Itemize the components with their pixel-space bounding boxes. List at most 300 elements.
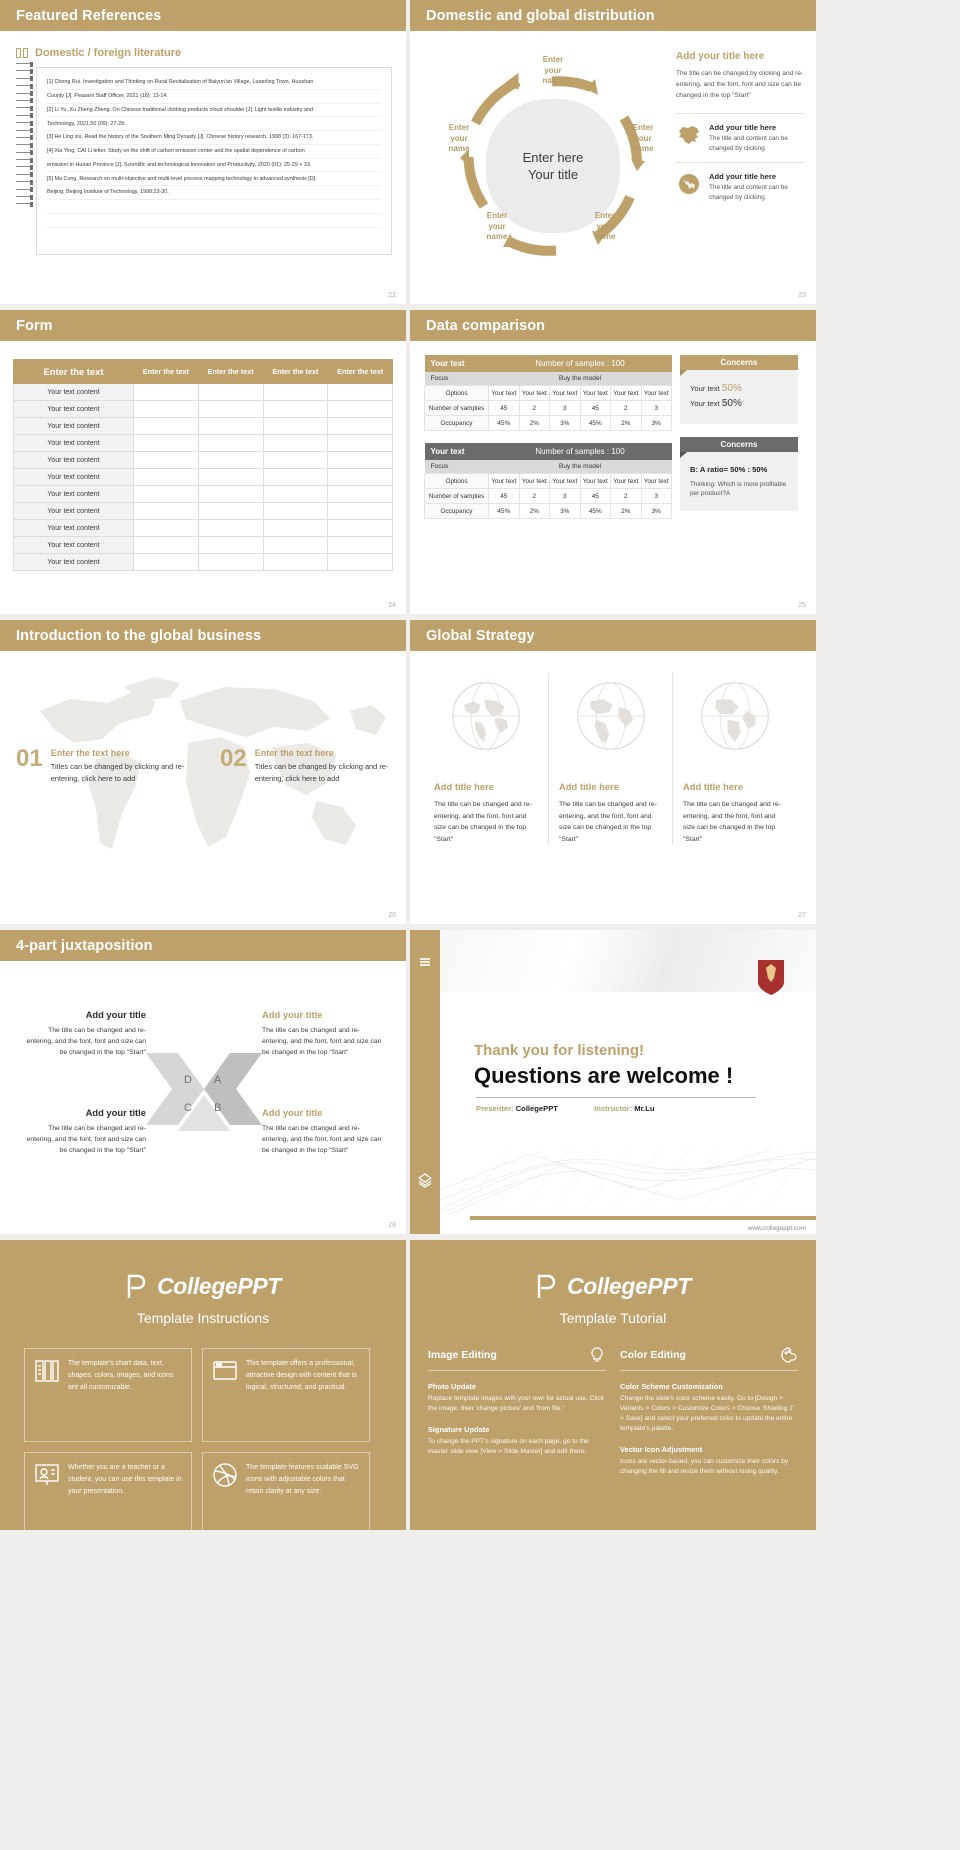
cell[interactable] xyxy=(134,537,199,554)
cell-occupancy: 45% xyxy=(580,416,611,431)
table-row[interactable] xyxy=(14,452,393,469)
cell[interactable] xyxy=(198,503,263,520)
table-header-row xyxy=(425,443,672,460)
cell[interactable] xyxy=(134,418,199,435)
tutorial-block xyxy=(428,1382,606,1414)
side-panel-body: The title can be changed by clicking and re-entering, and the font, font and size can be changed in the top "Start" xyxy=(676,70,804,99)
distribution-item-body: The title and content can be changed by clicking xyxy=(709,135,788,152)
cell-sample: 2 xyxy=(611,489,642,504)
cell[interactable] xyxy=(263,486,328,503)
quadrant-bottom-left[interactable] xyxy=(22,1107,146,1156)
strategy-column[interactable] xyxy=(424,673,548,845)
slide-title-bar xyxy=(410,0,816,31)
questions-headline: Questions are welcome ! xyxy=(474,1063,734,1088)
table-subheader-row xyxy=(425,372,672,386)
cell-option: Your text xyxy=(580,386,611,401)
sub-left: Focus xyxy=(425,460,489,474)
instruction-card-text: Whether you are a teacher or a student, you can use this template in your presentation. xyxy=(68,1464,182,1495)
distribution-side-panel xyxy=(676,51,804,211)
quadrant-heading: Add your title xyxy=(262,1107,323,1118)
cell[interactable] xyxy=(134,452,199,469)
cell-occupancy: 3% xyxy=(641,504,672,519)
quadrant-heading: Add your title xyxy=(262,1009,323,1020)
cell-sample: 45 xyxy=(489,489,520,504)
slide-global-strategy[interactable] xyxy=(410,620,816,924)
promo-subtitle: Template Tutorial xyxy=(559,1310,667,1326)
slide-title: Data comparison xyxy=(426,317,546,334)
cell-option: Your text xyxy=(550,474,581,489)
cell-label: Your text content xyxy=(14,384,134,401)
slide-title: Featured References xyxy=(16,7,162,24)
quadrant-bottom-right[interactable] xyxy=(262,1107,386,1156)
cell[interactable] xyxy=(328,401,393,418)
concerns-box-dark xyxy=(680,437,798,511)
world-map-icon xyxy=(0,651,406,924)
tutorial-block-title: Vector Icon Adjustment xyxy=(620,1445,703,1454)
table-row[interactable] xyxy=(14,503,393,520)
tutorial-block-body: To change the PPT's signature on each page, go to the master slide view [View > Slide Master] and edit there. xyxy=(428,1438,589,1455)
cell-label: Your text content xyxy=(14,554,134,571)
concerns-column xyxy=(680,355,798,531)
table-subheader-row xyxy=(425,460,672,474)
section-label: Domestic / foreign literature xyxy=(35,47,182,59)
node-label-left-top: Enter your name xyxy=(448,123,470,153)
cell[interactable] xyxy=(328,520,393,537)
globe-icon xyxy=(449,679,523,753)
cell-option: Your text xyxy=(519,386,550,401)
references-panel-wrap xyxy=(36,67,392,255)
quadrant-top-right[interactable] xyxy=(262,1009,386,1058)
concerns-box-gold xyxy=(680,355,798,424)
reference-line-blank xyxy=(47,214,381,228)
tutorial-block-body: Icons are vector-based; you can customize their colors by changing the fill and resize them without losing quality. xyxy=(620,1458,789,1475)
table-header-row xyxy=(425,355,672,372)
strategy-column[interactable] xyxy=(548,673,672,845)
strategy-heading: Add title here xyxy=(683,781,743,792)
strategy-heading: Add title here xyxy=(434,781,494,792)
slide-thank-you[interactable] xyxy=(410,930,816,1234)
distribution-item-body: The title and content can be changed by clicking xyxy=(709,184,788,201)
row-label: Occupancy xyxy=(425,504,489,519)
strategy-body: The title can be changed and re-entering, and the font, font and size can be changed in the top "Start" xyxy=(683,801,781,843)
table-row[interactable] xyxy=(14,435,393,452)
intro-item-number: 02 xyxy=(220,745,247,772)
cell[interactable] xyxy=(328,418,393,435)
cell-label: Your text content xyxy=(14,520,134,537)
presenter-name: CollegePPT xyxy=(515,1104,558,1113)
cell[interactable] xyxy=(134,435,199,452)
cell-option: Your text xyxy=(489,474,520,489)
cell-sample: 3 xyxy=(550,489,581,504)
wireframe-decoration xyxy=(440,1140,816,1214)
reference-line: emission in Hunan Province [J]. Scientific and technological Innovation and Productivity, 2020 (01): 25-29 + 33. xyxy=(47,159,381,173)
cell-option: Your text xyxy=(519,474,550,489)
cell[interactable] xyxy=(328,503,393,520)
cell[interactable] xyxy=(263,537,328,554)
comparison-table-dark xyxy=(424,443,672,519)
strategy-body: The title can be changed and re-entering, and the font, font and size can be changed in the top "Start" xyxy=(434,801,532,843)
cell[interactable] xyxy=(134,469,199,486)
references-panel xyxy=(36,67,392,255)
center-line-2: Your title xyxy=(527,167,579,182)
cell[interactable] xyxy=(134,503,199,520)
cell[interactable] xyxy=(198,435,263,452)
row-label: Number of samples xyxy=(425,489,489,504)
reference-line-blank xyxy=(47,200,381,214)
globe-wrap xyxy=(683,673,786,759)
tutorial-block xyxy=(620,1445,798,1477)
cell[interactable] xyxy=(198,537,263,554)
section-header xyxy=(16,47,392,59)
cell[interactable] xyxy=(198,401,263,418)
quadrant-body: The title can be changed and re-entering, and the font, font and size can be changed in the top "Start" xyxy=(26,1125,146,1154)
row-label: Number of samples xyxy=(425,401,489,416)
slide-data-comparison[interactable] xyxy=(410,310,816,614)
table-header-row xyxy=(14,360,393,384)
cell-label: Your text content xyxy=(14,435,134,452)
cell-option: Your text xyxy=(641,474,672,489)
cell-occupancy: 2% xyxy=(519,504,550,519)
data-comparison-body xyxy=(410,341,816,531)
cell[interactable] xyxy=(263,554,328,571)
globe-icon xyxy=(698,679,772,753)
cell[interactable] xyxy=(134,401,199,418)
page-number: 23 xyxy=(798,292,806,299)
instructor-label: Instructor: xyxy=(594,1104,633,1113)
svg-text:A: A xyxy=(214,1074,222,1086)
presenter-meta xyxy=(476,1104,655,1113)
tutorial-block xyxy=(620,1382,798,1434)
collegeppt-logo-icon xyxy=(535,1272,559,1300)
globe-icon xyxy=(574,679,648,753)
concerns-ratio-text: B: A ratio= 50% : 50% xyxy=(690,465,768,474)
cell[interactable] xyxy=(328,537,393,554)
instruction-card-text: The template features scalable SVG icons with adjustable colors that retain clarity at any size. xyxy=(246,1464,359,1495)
tutorial-block-body: Replace template images with your own for actual use. Click the image, then 'change picture' and 'from file.' xyxy=(428,1395,604,1412)
concerns-line-1-label: Your text xyxy=(690,384,720,393)
reference-line: Technology, 2021,50 (09): 27-28. xyxy=(47,117,381,131)
sub-right: Buy the model xyxy=(489,460,672,474)
cell[interactable] xyxy=(198,554,263,571)
circular-diagram xyxy=(448,55,658,271)
cell-sample: 45 xyxy=(580,401,611,416)
brand-name: CollegePPT xyxy=(157,1272,281,1299)
cell[interactable] xyxy=(328,435,393,452)
slide-title-bar xyxy=(0,620,406,651)
hamburger-menu-icon[interactable] xyxy=(417,954,433,970)
table-row-samples xyxy=(425,401,672,416)
cell-occupancy: 2% xyxy=(611,416,642,431)
cell-option: Your text xyxy=(489,386,520,401)
page-number: 28 xyxy=(388,1222,396,1229)
instructor-name: Mr.Lu xyxy=(634,1104,655,1113)
quadrant-top-left[interactable] xyxy=(22,1009,146,1058)
instruction-card-text: The template's chart data, text, shapes, colors, images, and icons are all customizable. xyxy=(68,1360,174,1391)
cell[interactable] xyxy=(198,469,263,486)
slide-domestic-global-distribution[interactable] xyxy=(410,0,816,304)
tutorial-block-title: Photo Update xyxy=(428,1382,477,1391)
promo-template-instructions xyxy=(0,1240,406,1530)
concerns-heading: Concerns xyxy=(680,437,798,452)
distribution-body xyxy=(410,31,816,304)
column-header: Enter the text xyxy=(198,360,263,384)
cell-option: Your text xyxy=(550,386,581,401)
row-label: Occupancy xyxy=(425,416,489,431)
intro-item[interactable] xyxy=(16,745,194,784)
cell-occupancy: 3% xyxy=(550,416,581,431)
slide-title: Domestic and global distribution xyxy=(426,7,655,24)
side-panel-heading: Add your title here xyxy=(676,51,765,62)
cell[interactable] xyxy=(263,401,328,418)
slide-four-part-juxtaposition[interactable] xyxy=(0,930,406,1234)
brand-logo xyxy=(0,1272,406,1300)
cell[interactable] xyxy=(263,503,328,520)
slide-title-bar xyxy=(410,620,816,651)
table-row-samples xyxy=(425,489,672,504)
slide-title: Introduction to the global business xyxy=(16,627,262,644)
intro-item-number: 01 xyxy=(16,745,43,772)
teacher-icon xyxy=(34,1462,60,1488)
cell[interactable] xyxy=(198,452,263,469)
slide-title-bar xyxy=(0,930,406,961)
page-number: 22 xyxy=(388,292,396,299)
quadrant-body: The title can be changed and re-entering, and the font, font and size can be changed in the top "Start" xyxy=(262,1027,382,1056)
table-row[interactable] xyxy=(14,418,393,435)
cell-label: Your text content xyxy=(14,452,134,469)
cell-option: Your text xyxy=(580,474,611,489)
world-map-background xyxy=(0,651,406,924)
slide-title-bar xyxy=(0,310,406,341)
tutorial-column-image-editing xyxy=(428,1346,606,1477)
concerns-body xyxy=(680,370,798,424)
slide-title: Form xyxy=(16,317,53,334)
table-row[interactable] xyxy=(14,384,393,401)
reference-line: County [J]. Peasant Staff Officer, 2021 (18): 13-14. xyxy=(47,90,381,104)
cell-occupancy: 2% xyxy=(519,416,550,431)
cell-label: Your text content xyxy=(14,503,134,520)
cell[interactable] xyxy=(328,384,393,401)
distribution-item-heading: Add your title here xyxy=(709,172,777,181)
reference-line: Beijing: Beijing Institute of Technology, 1998:23-30. xyxy=(47,186,381,200)
presenter-label: Presenter: xyxy=(476,1104,514,1113)
strategy-body: The title can be changed and re-entering, and the font, font and size can be changed in the top "Start" xyxy=(559,801,657,843)
cell-sample: 3 xyxy=(550,401,581,416)
cell[interactable] xyxy=(328,469,393,486)
divider xyxy=(476,1097,756,1098)
cell[interactable] xyxy=(198,520,263,537)
book-icon xyxy=(16,48,29,58)
intro-item-heading: Enter the text here xyxy=(50,748,130,758)
tutorial-column-header xyxy=(620,1346,798,1371)
instruction-card xyxy=(202,1452,370,1530)
cell-label: Your text content xyxy=(14,469,134,486)
cell-occupancy: 45% xyxy=(489,416,520,431)
slide-form[interactable] xyxy=(0,310,406,614)
quadrant-body: The title can be changed and re-entering, and the font, font and size can be changed in the top "Start" xyxy=(262,1125,382,1154)
cell-option: Your text xyxy=(611,386,642,401)
cell-occupancy: 2% xyxy=(611,504,642,519)
node-label-right-bottom: Enter your name xyxy=(594,211,616,241)
quadrant-heading: Add your title xyxy=(85,1107,146,1118)
page-number: 26 xyxy=(388,912,396,919)
cell[interactable] xyxy=(263,384,328,401)
column-header: Enter the text xyxy=(328,360,393,384)
references-body xyxy=(0,31,406,255)
cell[interactable] xyxy=(328,554,393,571)
slide-featured-references[interactable] xyxy=(0,0,406,304)
cell[interactable] xyxy=(328,486,393,503)
distribution-item[interactable] xyxy=(676,113,804,162)
instruction-card xyxy=(24,1348,192,1442)
strategy-columns xyxy=(410,651,816,845)
instruction-card-text: This template offers a professional, attractive design with content that is logical, structured, and practical. xyxy=(246,1360,357,1391)
wireframe-mesh-icon xyxy=(440,1140,816,1214)
slide-introduction-global-business[interactable] xyxy=(0,620,406,924)
cell[interactable] xyxy=(328,452,393,469)
table-row-occupancy xyxy=(425,504,672,519)
cell-occupancy: 45% xyxy=(489,504,520,519)
cell-option: Your text xyxy=(611,474,642,489)
intro-item-body: Titles can be changed by clicking and re-entering, click here to add xyxy=(50,762,185,783)
crest-logo-icon xyxy=(756,958,786,996)
cell[interactable] xyxy=(263,435,328,452)
strategy-column[interactable] xyxy=(672,673,796,845)
cell-label: Your text content xyxy=(14,486,134,503)
table-row-occupancy xyxy=(425,416,672,431)
page-number: 25 xyxy=(798,602,806,609)
concerns-body xyxy=(680,452,798,511)
table-row[interactable] xyxy=(14,554,393,571)
cell-label: Your text content xyxy=(14,537,134,554)
chart-icon xyxy=(34,1358,60,1384)
column-header: Enter the text xyxy=(14,360,134,384)
cell[interactable] xyxy=(134,486,199,503)
comparison-table-gold xyxy=(424,355,672,431)
table-row[interactable] xyxy=(14,520,393,537)
table-row[interactable] xyxy=(14,469,393,486)
promo-subtitle: Template Instructions xyxy=(136,1310,270,1326)
juxtaposition-body xyxy=(0,961,406,1234)
palette-icon xyxy=(780,1346,798,1364)
promo-template-tutorial xyxy=(410,1240,816,1530)
notebook-spiral-icon xyxy=(16,63,36,263)
header-left: Your text xyxy=(425,443,489,460)
website-url[interactable]: www.collegeppt.com xyxy=(747,1225,806,1232)
table-row-options xyxy=(425,474,672,489)
svg-text:C: C xyxy=(184,1102,192,1114)
page-number: 24 xyxy=(388,602,396,609)
cell-sample: 2 xyxy=(519,401,550,416)
row-label: Options xyxy=(425,386,489,401)
table-row[interactable] xyxy=(14,537,393,554)
cell[interactable] xyxy=(198,384,263,401)
layers-icon[interactable] xyxy=(417,1172,433,1188)
cell[interactable] xyxy=(134,520,199,537)
concerns-line-2-value: 50% xyxy=(721,398,742,409)
bottom-accent-bar xyxy=(470,1216,816,1220)
strategy-heading: Add title here xyxy=(559,781,619,792)
x-shape-icon xyxy=(144,1049,264,1155)
china-map-icon xyxy=(676,123,702,147)
concerns-line-2-label: Your text xyxy=(690,399,720,408)
collegeppt-logo-icon xyxy=(125,1272,149,1300)
tutorial-block-title: Signature Update xyxy=(428,1425,490,1434)
cell-occupancy: 45% xyxy=(580,504,611,519)
concerns-heading: Concerns xyxy=(680,355,798,370)
tutorial-columns xyxy=(410,1326,816,1477)
left-rail xyxy=(410,930,440,1234)
intro-items xyxy=(16,745,398,784)
slide-title: 4-part juxtaposition xyxy=(16,937,153,954)
cell-option: Your text xyxy=(641,386,672,401)
row-label: Options xyxy=(425,474,489,489)
quadrant-body: The title can be changed and re-entering, and the font, font and size can be changed in the top "Start" xyxy=(26,1027,146,1056)
concerns-ratio xyxy=(690,465,788,474)
cell-label: Your text content xyxy=(14,401,134,418)
cell[interactable] xyxy=(134,384,199,401)
reference-line: [1] Cheng Rui. Investigation and Thinking on Rural Revitalization of Baiyun'an Village, Luoerling Town, Huoshan xyxy=(47,76,381,90)
intro-item[interactable] xyxy=(220,745,398,784)
cell[interactable] xyxy=(263,520,328,537)
tutorial-block-body: Change the slide's color scheme easily. Go to [Design > Variants > Colors > Customize Colors > Choose 'Shading 1' > Save] and select your preferred color to update the entire template's palette. xyxy=(620,1395,795,1432)
cell-label: Your text content xyxy=(14,418,134,435)
tutorial-block xyxy=(428,1425,606,1457)
svg-text:D: D xyxy=(184,1074,192,1086)
slide-title-bar xyxy=(0,0,406,31)
cell[interactable] xyxy=(263,469,328,486)
reference-line: [3] He Ling xiu. Read the history of the Southern Ming Dynasty [J]. Chinese history research, 1998 (3): 167-173. xyxy=(47,131,381,145)
tutorial-column-header xyxy=(428,1346,606,1371)
quadrant-heading: Add your title xyxy=(85,1009,146,1020)
tutorial-block-title: Color Scheme Customization xyxy=(620,1382,723,1391)
cell-sample: 45 xyxy=(580,489,611,504)
concerns-note: Thinking: Which is more profitable per product?A xyxy=(690,481,787,497)
node-label-right-top: Enter your name xyxy=(632,123,654,153)
cell[interactable] xyxy=(263,452,328,469)
header-right: Number of samples : 100 xyxy=(489,355,672,372)
brand-name: CollegePPT xyxy=(567,1272,691,1299)
table-row[interactable] xyxy=(14,486,393,503)
cell[interactable] xyxy=(263,418,328,435)
header-left: Your text xyxy=(425,355,489,372)
column-header: Enter the text xyxy=(263,360,328,384)
tutorial-heading: Image Editing xyxy=(428,1349,497,1361)
distribution-item-heading: Add your title here xyxy=(709,123,777,132)
cell[interactable] xyxy=(198,418,263,435)
cell[interactable] xyxy=(134,554,199,571)
form-table-body xyxy=(14,384,393,571)
reference-line: [2] Li Yu, Xu Zheng Zheng. On Chinese traditional clothing products cloud shoulder [J]. Light textile industry and xyxy=(47,104,381,118)
dribbble-icon xyxy=(212,1462,238,1488)
cell-sample: 2 xyxy=(611,401,642,416)
form-table xyxy=(13,359,393,571)
cell[interactable] xyxy=(198,486,263,503)
distribution-item[interactable] xyxy=(676,162,804,211)
sub-left: Focus xyxy=(425,372,489,386)
slide-title-bar xyxy=(410,310,816,341)
globe-icon xyxy=(676,172,702,196)
svg-text:B: B xyxy=(214,1102,222,1114)
cell-sample: 2 xyxy=(519,489,550,504)
concerns-line-2 xyxy=(690,398,788,409)
table-row[interactable] xyxy=(14,401,393,418)
node-label-left-bottom: Enter your name xyxy=(486,211,508,241)
reference-line: [5] Ma Cong. Research on multi-objective and multi-level process mapping technology in advanced synthesis [D]. xyxy=(47,172,381,186)
intro-item-body: Titles can be changed by clicking and re-entering, click here to add xyxy=(254,762,389,783)
instruction-card xyxy=(24,1452,192,1530)
globe-wrap xyxy=(559,673,662,759)
cell-occupancy: 3% xyxy=(550,504,581,519)
